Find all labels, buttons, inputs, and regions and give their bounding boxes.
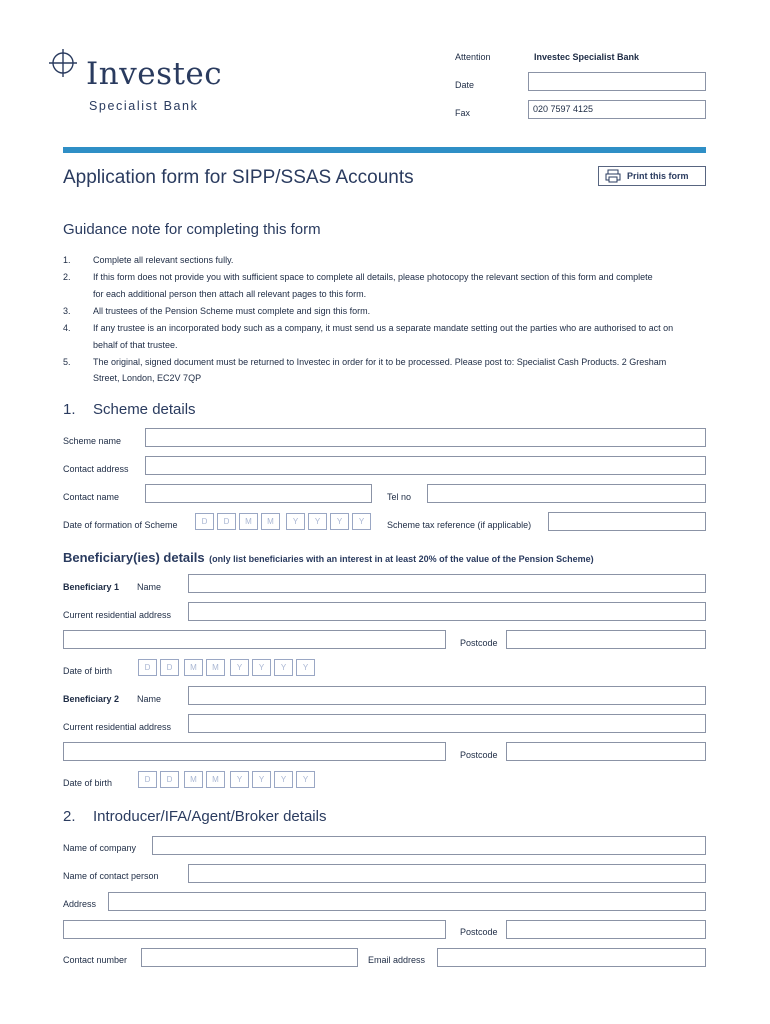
tel-no-input[interactable]: [427, 484, 706, 503]
dob-box[interactable]: Y: [274, 771, 293, 788]
logo: [48, 48, 248, 118]
tax-ref-input[interactable]: [548, 512, 706, 531]
contact-person-label: Name of contact person: [63, 871, 159, 881]
beneficiary2-dob-label: Date of birth: [63, 778, 113, 788]
dob-box[interactable]: Y: [252, 771, 271, 788]
company-label: Name of company: [63, 843, 137, 853]
beneficiaries-heading: [63, 549, 594, 567]
beneficiary2-name-label: Name: [137, 694, 162, 704]
dob-box[interactable]: Y: [230, 659, 249, 676]
address-input[interactable]: [108, 892, 706, 911]
scheme-name-input[interactable]: [145, 428, 706, 447]
section2-heading: Introducer/IFA/Agent/Broker details: [93, 808, 327, 825]
date-box[interactable]: M: [261, 513, 280, 530]
printer-icon: [605, 169, 621, 183]
tel-no-label: Tel no: [387, 492, 412, 502]
beneficiary1-postcode-label: Postcode: [460, 638, 498, 648]
guidance-text: If any trustee is an incorporated body such as a company, it must send us a separate mandate setting out the parties who are authorised to act on: [93, 323, 674, 333]
beneficiary2-label: Beneficiary 2: [63, 694, 120, 704]
contact-name-input[interactable]: [145, 484, 372, 503]
guidance-text: If this form does not provide you with sufficient space to complete all details, please photocopy the relevant section of this form and complete: [93, 272, 653, 282]
contact-address-input[interactable]: [145, 456, 706, 475]
attention-value: Investec Specialist Bank: [534, 52, 640, 62]
date-box[interactable]: Y: [330, 513, 349, 530]
date-formation-label: Date of formation of Scheme: [63, 520, 178, 530]
beneficiaries-title: Beneficiary(ies) details: [63, 550, 205, 565]
beneficiary1-label: Beneficiary 1: [63, 582, 120, 592]
dob-box[interactable]: Y: [296, 771, 315, 788]
guidance-text: All trustees of the Pension Scheme must complete and sign this form.: [93, 306, 371, 316]
guidance-heading: Guidance note for completing this form: [63, 221, 321, 238]
beneficiary1-dob-label: Date of birth: [63, 666, 113, 676]
beneficiary1-name-label: Name: [137, 582, 162, 592]
guidance-text: for each additional person then attach all relevant pages to this form.: [93, 289, 367, 299]
beneficiary1-address-input[interactable]: [188, 602, 706, 621]
dob-box[interactable]: M: [184, 771, 203, 788]
date-field[interactable]: [528, 72, 706, 91]
guidance-num: 2.: [63, 272, 71, 282]
email-input[interactable]: [437, 948, 706, 967]
tax-ref-label: Scheme tax reference (if applicable): [387, 520, 532, 530]
beneficiary2-address-line2[interactable]: [63, 742, 446, 761]
logo-name: Investec: [86, 56, 223, 92]
dob-box[interactable]: M: [206, 659, 225, 676]
logo-subtitle: Specialist Bank: [89, 99, 199, 113]
contact-address-label: Contact address: [63, 464, 129, 474]
contact-number-label: Contact number: [63, 955, 128, 965]
guidance-num: 4.: [63, 323, 71, 333]
intro-postcode-input[interactable]: [506, 920, 706, 939]
attention-label: Attention: [455, 52, 491, 62]
section1-heading: Scheme details: [93, 401, 196, 418]
guidance-text: behalf of that trustee.: [93, 340, 178, 350]
dob-box[interactable]: M: [184, 659, 203, 676]
dob-box[interactable]: Y: [274, 659, 293, 676]
contact-person-input[interactable]: [188, 864, 706, 883]
address-line2[interactable]: [63, 920, 446, 939]
address-label: Address: [63, 899, 97, 909]
section2-number: 2.: [63, 808, 76, 825]
email-label: Email address: [368, 955, 426, 965]
date-box[interactable]: M: [239, 513, 258, 530]
beneficiary2-name-input[interactable]: [188, 686, 706, 705]
guidance-num: 5.: [63, 357, 71, 367]
guidance-num: 1.: [63, 255, 71, 265]
contact-name-label: Contact name: [63, 492, 120, 502]
beneficiary1-name-input[interactable]: [188, 574, 706, 593]
dob-box[interactable]: Y: [296, 659, 315, 676]
fax-field[interactable]: 020 7597 4125: [528, 100, 706, 119]
page-title: Application form for SIPP/SSAS Accounts: [63, 167, 414, 188]
beneficiary2-postcode-label: Postcode: [460, 750, 498, 760]
guidance-text: Street, London, EC2V 7QP: [93, 373, 202, 383]
section1-number: 1.: [63, 401, 76, 418]
beneficiary1-postcode-input[interactable]: [506, 630, 706, 649]
date-box[interactable]: Y: [308, 513, 327, 530]
dob-box[interactable]: M: [206, 771, 225, 788]
date-box[interactable]: Y: [286, 513, 305, 530]
fax-label: Fax: [455, 108, 471, 118]
dob-box[interactable]: D: [138, 771, 157, 788]
company-input[interactable]: [152, 836, 706, 855]
guidance-text: Complete all relevant sections fully.: [93, 255, 234, 265]
date-box[interactable]: D: [217, 513, 236, 530]
logo-emblem-icon: [48, 48, 78, 78]
dob-box[interactable]: D: [160, 771, 179, 788]
print-button[interactable]: [598, 166, 706, 186]
beneficiaries-note: (only list beneficiaries with an interest in at least 20% of the value of the Pension Scheme): [209, 554, 594, 564]
guidance-text: The original, signed document must be returned to Investec in order for it to be processed. Please post to: Specialist Cash Products. 2 Gresham: [93, 357, 667, 367]
scheme-name-label: Scheme name: [63, 436, 122, 446]
dob-box[interactable]: Y: [230, 771, 249, 788]
dob-box[interactable]: Y: [252, 659, 271, 676]
beneficiary2-address-input[interactable]: [188, 714, 706, 733]
beneficiary1-address-line2[interactable]: [63, 630, 446, 649]
beneficiary2-address-label: Current residential address: [63, 722, 172, 732]
date-box[interactable]: Y: [352, 513, 371, 530]
dob-box[interactable]: D: [160, 659, 179, 676]
beneficiary2-postcode-input[interactable]: [506, 742, 706, 761]
date-box[interactable]: D: [195, 513, 214, 530]
dob-box[interactable]: D: [138, 659, 157, 676]
beneficiary1-address-label: Current residential address: [63, 610, 172, 620]
date-label: Date: [455, 80, 475, 90]
print-button-label: Print this form: [627, 171, 689, 181]
header-divider: [63, 147, 706, 153]
guidance-num: 3.: [63, 306, 71, 316]
contact-number-input[interactable]: [141, 948, 358, 967]
intro-postcode-label: Postcode: [460, 927, 498, 937]
